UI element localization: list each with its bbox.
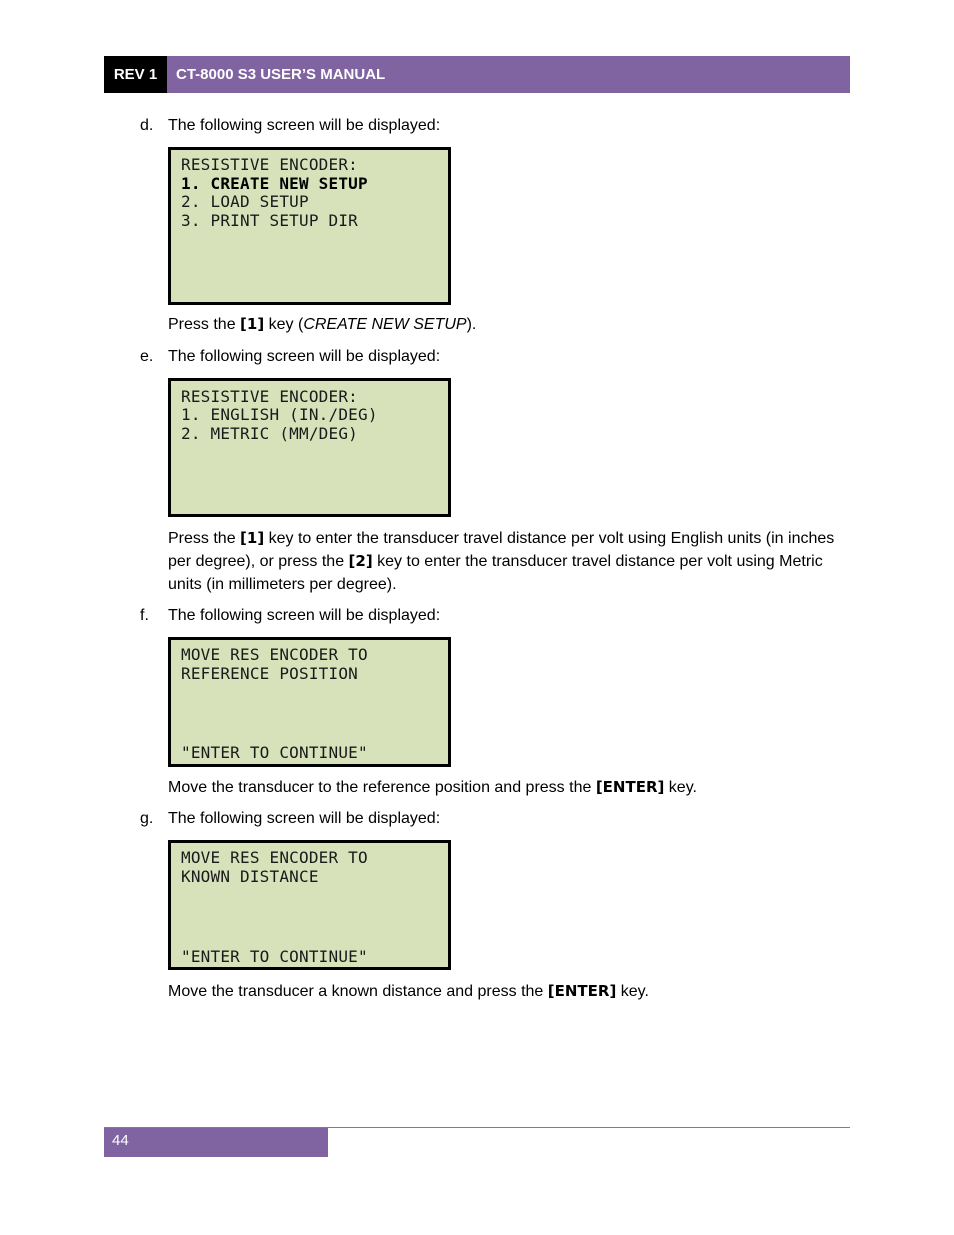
lcd-line: 1. ENGLISH (IN./DEG) <box>181 405 378 424</box>
lcd-line: KNOWN DISTANCE <box>181 867 319 886</box>
lcd-line: 2. LOAD SETUP <box>181 192 309 211</box>
lcd-line: MOVE RES ENCODER TO <box>181 848 368 867</box>
step-letter: g. <box>140 810 154 827</box>
lcd-screen-e <box>168 378 451 517</box>
step-g-instruction: Move the transducer a known distance and press the [ENTER] key. <box>168 982 649 1000</box>
lcd-screen-g <box>168 840 451 970</box>
step-text: The following screen will be displayed: <box>168 607 441 624</box>
lcd-line: RESISTIVE ENCODER: <box>181 155 358 174</box>
lcd-line: "ENTER TO CONTINUE" <box>181 743 368 762</box>
step-e-instruction: Press the [1] key to enter the transducer travel distance per volt using English units (in inches per degree), or press the [2] key to enter the transducer travel distance per volt using Metric units (in millimeters per degree). <box>168 529 835 593</box>
lcd-line: 2. METRIC (MM/DEG) <box>181 424 358 443</box>
step-f-instruction: Move the transducer to the reference position and press the [ENTER] key. <box>168 778 697 796</box>
lcd-screen-f <box>168 637 451 767</box>
step-letter: f. <box>140 607 149 624</box>
key-label: [1] <box>240 529 265 547</box>
revision-label: REV 1 <box>104 56 167 93</box>
step-text: The following screen will be displayed: <box>168 117 441 134</box>
step-letter: e. <box>140 348 154 365</box>
menu-option: CREATE NEW SETUP <box>303 316 467 333</box>
page-header <box>104 56 850 93</box>
lcd-line: RESISTIVE ENCODER: <box>181 387 358 406</box>
key-label: [ENTER] <box>595 778 665 796</box>
key-label: [ENTER] <box>547 982 617 1000</box>
lcd-line: "ENTER TO CONTINUE" <box>181 947 368 966</box>
footer-page-number: 44 <box>104 1128 328 1157</box>
lcd-line: MOVE RES ENCODER TO <box>181 645 368 664</box>
lcd-line: 3. PRINT SETUP DIR <box>181 211 358 230</box>
step-text: The following screen will be displayed: <box>168 810 441 827</box>
lcd-screen-d <box>168 147 451 305</box>
lcd-line: REFERENCE POSITION <box>181 664 358 683</box>
step-d-instruction: Press the [1] key (CREATE NEW SETUP). <box>168 315 477 333</box>
lcd-line-selected: 1. CREATE NEW SETUP <box>181 174 368 193</box>
step-letter: d. <box>140 117 154 134</box>
key-label: [2] <box>348 552 373 570</box>
step-text: The following screen will be displayed: <box>168 348 441 365</box>
key-label: [1] <box>240 315 265 333</box>
manual-title: CT-8000 S3 USER’S MANUAL <box>176 66 386 83</box>
